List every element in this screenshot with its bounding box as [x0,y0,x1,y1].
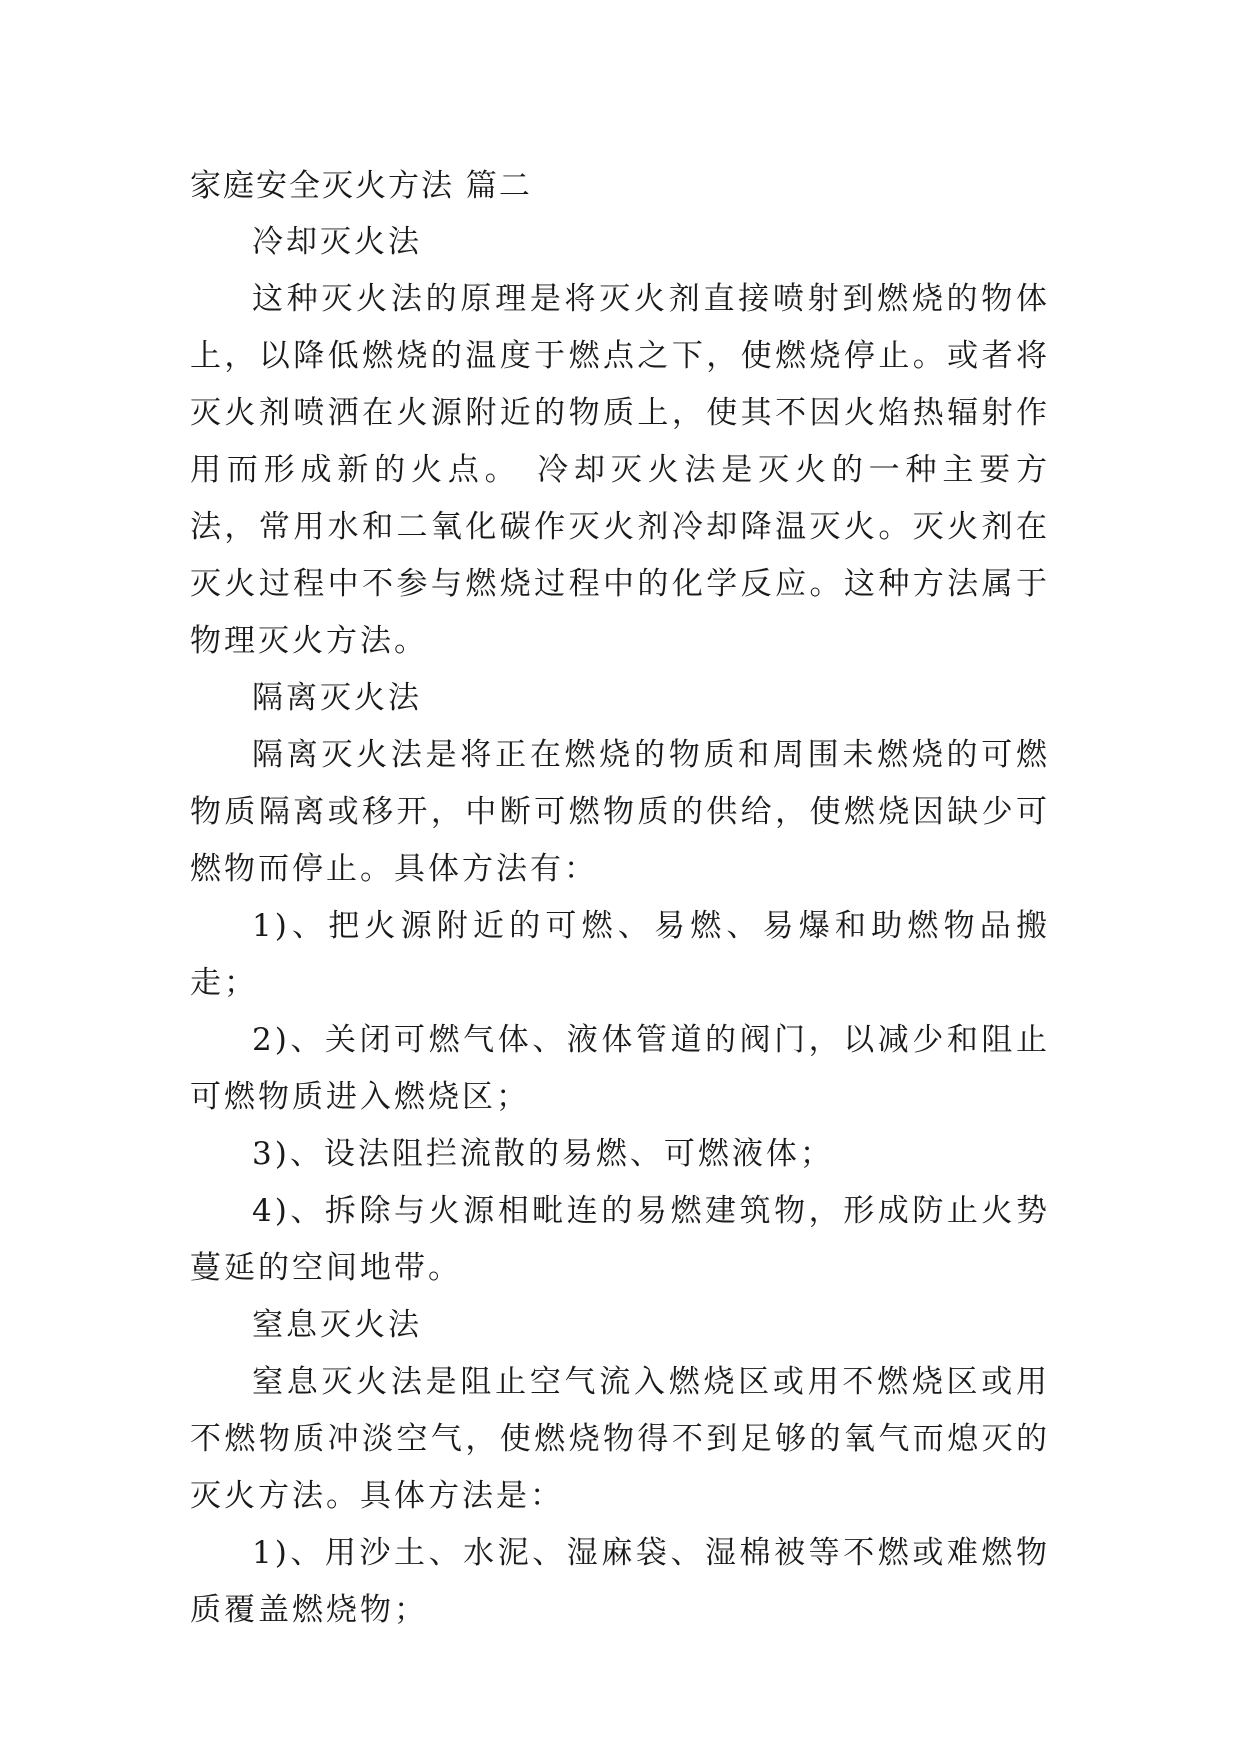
document-body [190,158,1050,1639]
list-item-suffocation-1: 1)、用沙土、水泥、湿麻袋、湿棉被等不燃或难燃物质覆盖燃烧物； [190,1535,1050,1628]
section-heading-cooling: 冷却灭火法 [252,224,422,260]
paragraph-isolation-description: 隔离灭火法是将正在燃烧的物质和周围未燃烧的可燃物质隔离或移开，中断可燃物质的供给，使燃烧因缺少可燃物而停止。具体方法有： [190,737,1050,887]
section-heading-isolation: 隔离灭火法 [252,680,422,716]
paragraph-suffocation-description: 窒息灭火法是阻止空气流入燃烧区或用不燃烧区或用不燃物质冲淡空气，使燃烧物得不到足够的氧气而熄灭的灭火方法。具体方法是： [190,1364,1050,1514]
list-item-isolation-2: 2)、关闭可燃气体、液体管道的阀门，以减少和阻止可燃物质进入燃烧区； [190,1022,1050,1115]
list-item-isolation-4: 4)、拆除与火源相毗连的易燃建筑物，形成防止火势蔓延的空间地带。 [190,1193,1050,1286]
section-heading-suffocation: 窒息灭火法 [252,1307,422,1343]
paragraph-cooling-description: 这种灭火法的原理是将灭火剂直接喷射到燃烧的物体上，以降低燃烧的温度于燃点之下，使燃烧停止。或者将灭火剂喷洒在火源附近的物质上，使其不因火焰热辐射作用而形成新的火点。 冷却灭火法是灭火的一种主要方法，常用水和二氧化碳作灭火剂冷却降温灭火。灭火剂在灭火过程中不参与燃烧过程中的化学反应。这种方法属于物理灭火方法。 [190,281,1050,659]
document-title: 家庭安全灭火方法 篇二 [190,168,532,204]
list-item-isolation-3: 3)、设法阻拦流散的易燃、可燃液体； [252,1136,834,1172]
list-item-isolation-1: 1)、把火源附近的可燃、易燃、易爆和助燃物品搬走； [190,908,1050,1001]
